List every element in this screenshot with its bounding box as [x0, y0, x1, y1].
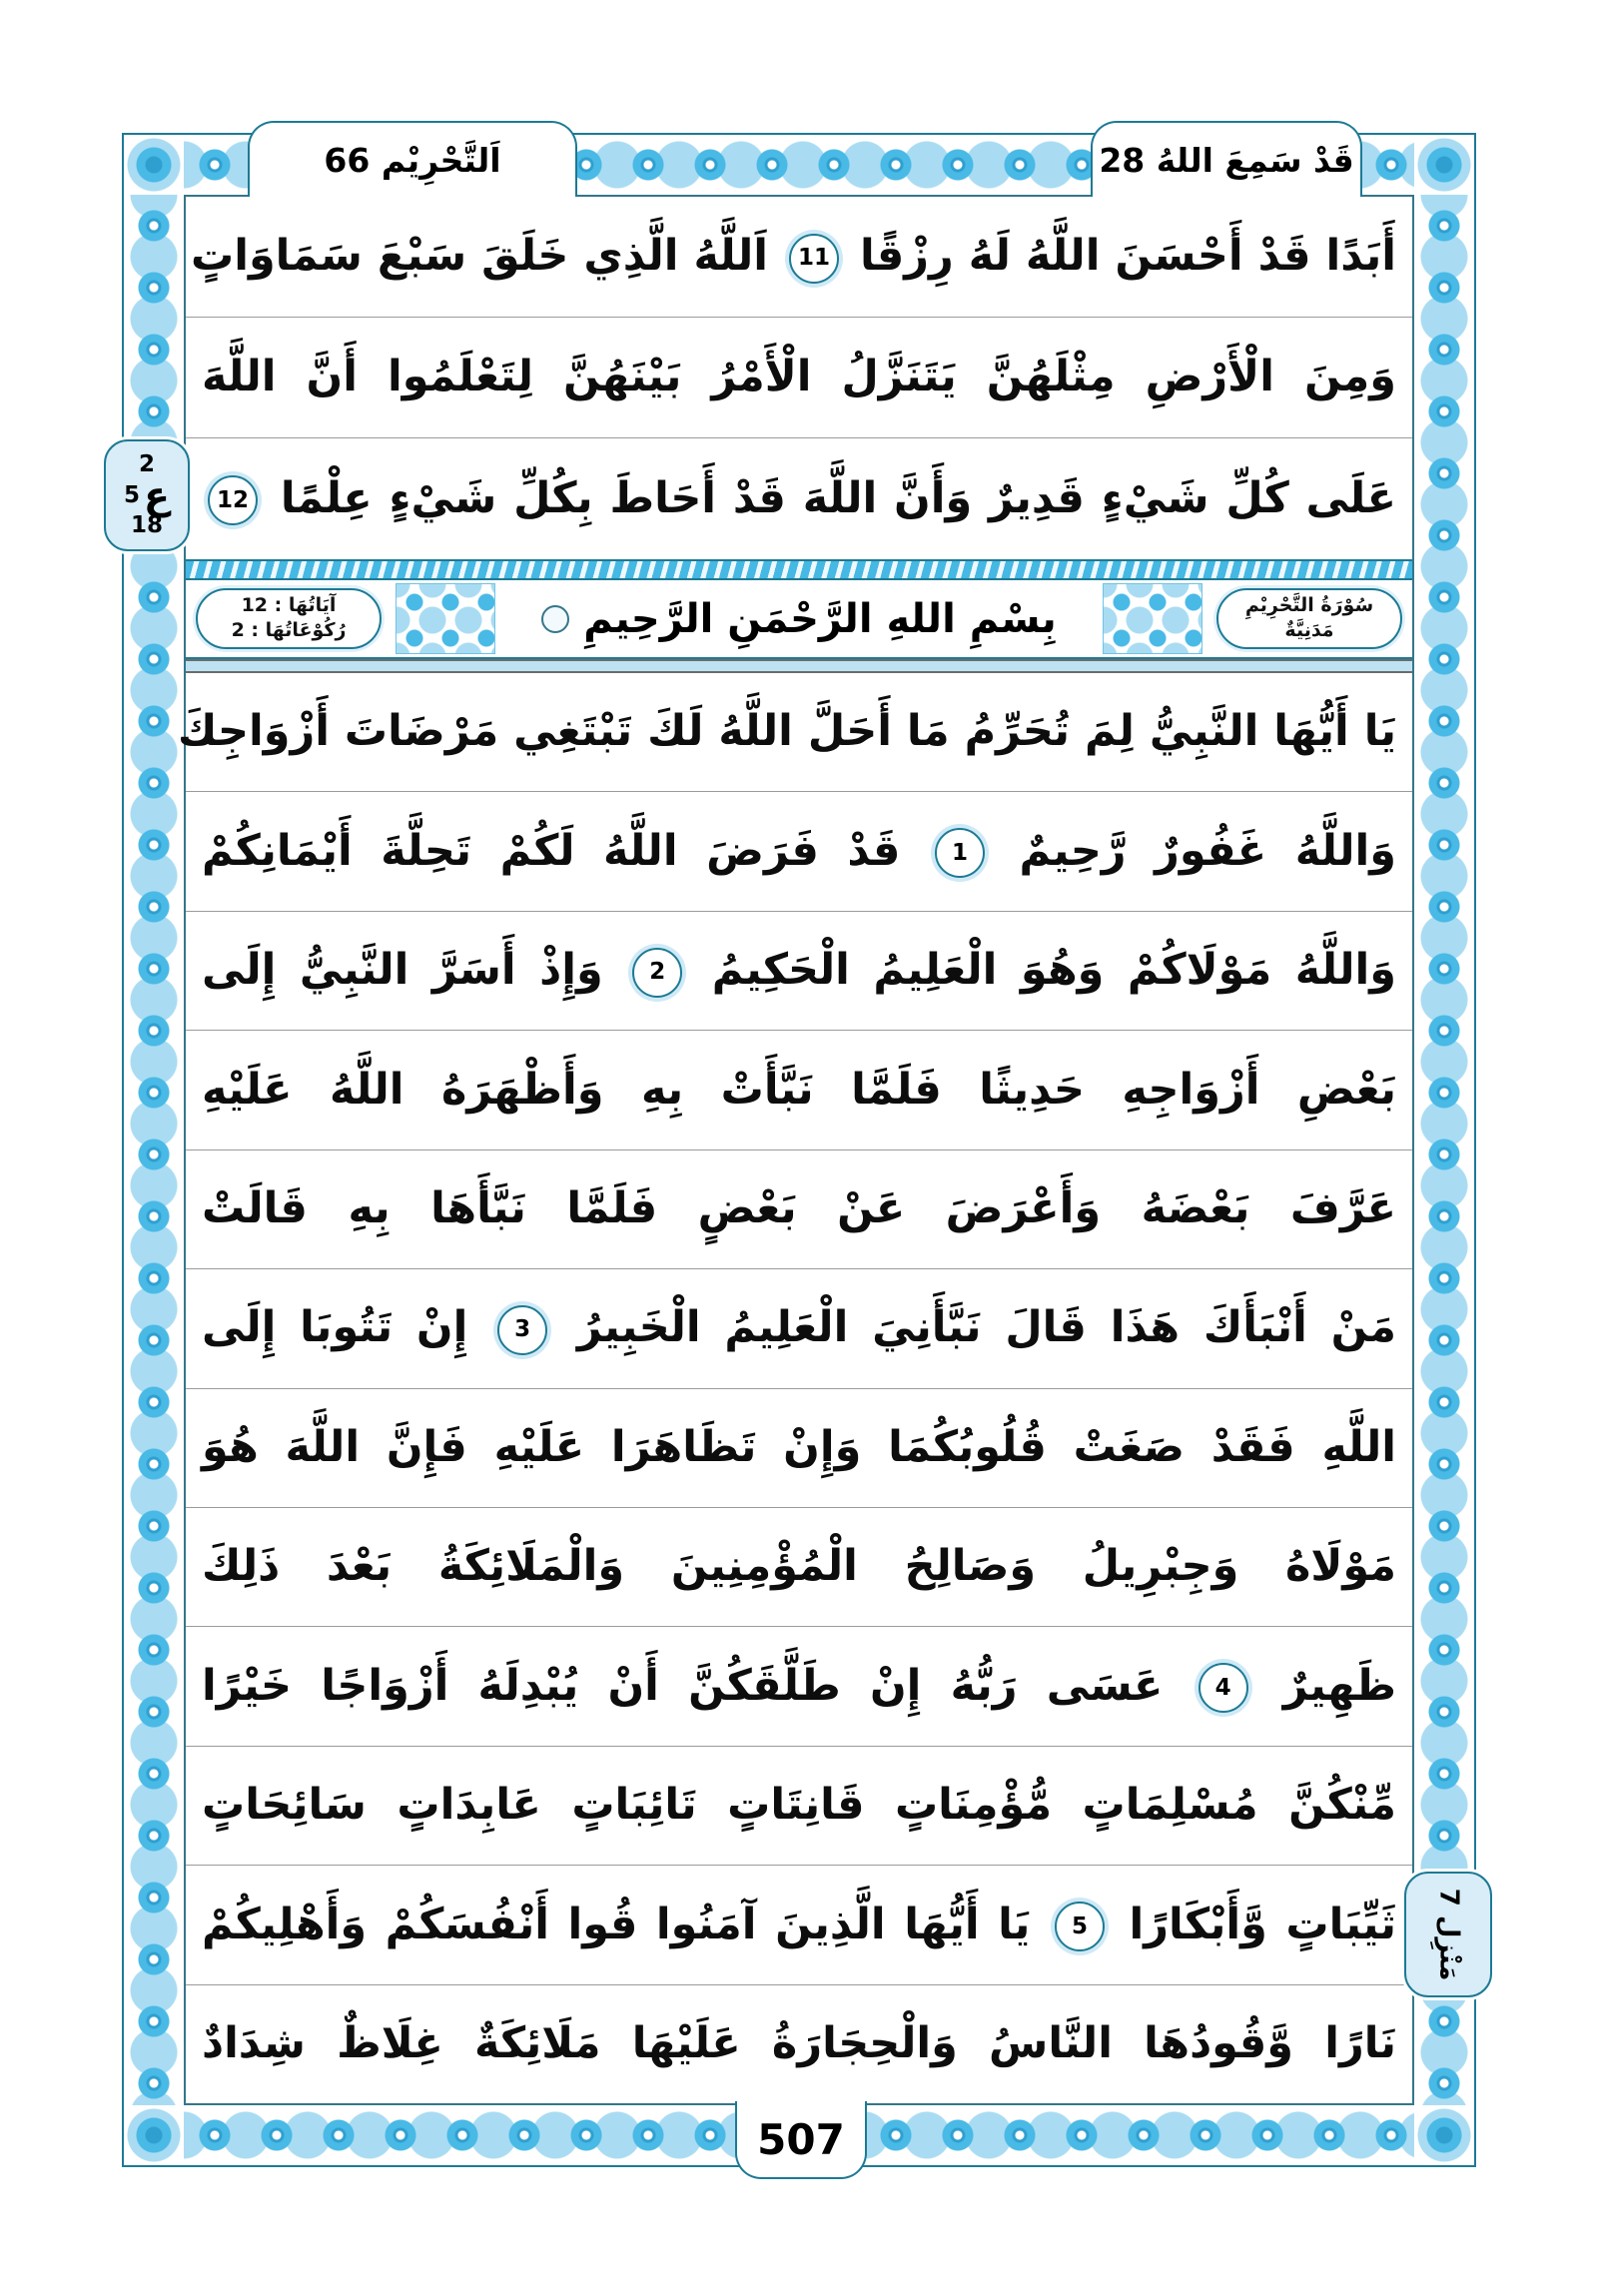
quran-line-text	[202, 351, 1396, 404]
quran-line	[186, 1031, 1412, 1149]
ayah-text-segment: عَلَى كُلِّ شَيْءٍ قَدِيرٌ وَأَنَّ اللَّهَ قَدْ أَحَاطَ بِكُلِّ شَيْءٍ عِلْمًا	[280, 472, 1396, 523]
quran-line-text	[202, 1660, 1396, 1714]
ayah-text-segment: قَدْ فَرَضَ اللَّهُ لَكُمْ تَحِلَّةَ أَيْمَانِكُمْ	[202, 825, 901, 876]
ayah-number-marker: 3	[497, 1305, 547, 1355]
page-number-tab	[735, 2101, 867, 2179]
quran-line-text	[202, 1064, 1396, 1118]
ruku-count-label: رُكُوْعَاتُهَا : 2	[231, 619, 347, 641]
quran-line	[186, 318, 1412, 438]
ayah-text-segment: مِّنْكُنَّ مُسْلِمَاتٍ مُّؤْمِنَاتٍ قَانِتَاتٍ تَائِبَاتٍ عَابِدَاتٍ سَائِحَاتٍ	[202, 1780, 1396, 1831]
quran-line-text	[202, 825, 1396, 879]
ayah-text-segment: اَللَّهُ الَّذِي خَلَقَ سَبْعَ سَمَاوَاتٍ	[191, 231, 768, 282]
quran-line	[186, 792, 1412, 911]
ayah-number-marker: 2	[632, 948, 682, 998]
quran-line	[186, 912, 1412, 1031]
quran-line	[177, 673, 1412, 792]
ayah-text-segment: يَا أَيُّهَا النَّبِيُّ لِمَ تُحَرِّمُ مَا أَحَلَّ اللَّهُ لَكَ تَبْتَغِي مَرْضَاتَ أَزْوَاجِكَ	[177, 706, 1396, 757]
quran-line	[186, 438, 1412, 559]
ruku-marker-tab	[104, 439, 190, 551]
ayah-text-segment: مَنْ أَنْبَأَكَ هَذَا قَالَ نَبَّأَنِيَ الْعَلِيمُ الْخَبِيرُ	[576, 1302, 1396, 1353]
band-bottom-rule	[186, 659, 1412, 673]
ayah-number-marker: 1	[935, 828, 985, 878]
verse-end-circle-icon	[541, 605, 569, 633]
ayah-text-segment: وَاللَّهُ غَفُورٌ رَّحِيمٌ	[1019, 825, 1396, 876]
border-corner-top-right	[1414, 135, 1474, 195]
ayah-text-segment: وَاللَّهُ مَوْلَاكُمْ وَهُوَ الْعَلِيمُ الْحَكِيمُ	[711, 945, 1396, 996]
ayah-text-segment: مَوْلَاهُ وَجِبْرِيلُ وَصَالِحُ الْمُؤْمِنِينَ وَالْمَلَائِكَةُ بَعْدَ ذَلِكَ	[202, 1541, 1396, 1592]
quran-line	[186, 1269, 1412, 1388]
bismillah	[499, 580, 1099, 657]
ayah-number-marker: 12	[208, 475, 258, 525]
quran-line-text	[202, 944, 1396, 998]
quran-line	[186, 197, 1412, 318]
manzil-marker-tab	[1404, 1872, 1492, 1997]
ayah-text-segment: بَعْضِ أَزْوَاجِهِ حَدِيثًا فَلَمَّا نَبَّأَتْ بِهِ وَأَظْهَرَهُ اللَّهُ عَلَيْهِ	[202, 1064, 1396, 1115]
quran-line-text	[202, 472, 1396, 526]
ruku-ain-glyph: ع	[144, 473, 170, 517]
ayah-text-segment: نَارًا وَّقُودُهَا النَّاسُ وَالْحِجَارَةُ عَلَيْهَا مَلَائِكَةٌ غِلَاظٌ شِدَادٌ	[202, 2017, 1396, 2068]
quran-line	[186, 1627, 1412, 1746]
ayah-text-segment: وَمِنَ الْأَرْضِ مِثْلَهُنَّ يَتَنَزَّلُ الْأَمْرُ بَيْنَهُنَّ لِتَعْلَمُوا أَنَّ اللَّهَ	[202, 352, 1396, 402]
ruku-number-mid: 5	[124, 481, 141, 508]
ayah-text-segment: ثَيِّبَاتٍ وَّأَبْكَارًا	[1129, 1899, 1396, 1949]
quran-line-text	[191, 230, 1396, 284]
quran-line-text	[202, 2017, 1396, 2071]
ruku-number-bottom: 18	[130, 512, 163, 538]
quran-line	[186, 1150, 1412, 1269]
band-floral-panel-left	[396, 583, 495, 654]
border-corner-top-left	[124, 135, 184, 195]
verse-count-label: آيَاتُهَا : 12	[241, 594, 337, 617]
lines-after-band	[177, 673, 1412, 2103]
ruku-number-top: 2	[138, 451, 155, 477]
ayah-text-segment: يَا أَيُّهَا الَّذِينَ آمَنُوا قُوا أَنْفُسَكُمْ وَأَهْلِيكُمْ	[202, 1899, 1031, 1949]
quran-line	[186, 1866, 1412, 1984]
page-number: 507	[757, 2114, 845, 2164]
band-floral-panel-right	[1103, 583, 1202, 654]
quran-line-text	[202, 1182, 1396, 1236]
ayah-text-segment: عَسَى رَبُّهُ إِنْ طَلَّقَكُنَّ أَنْ يُبْدِلَهُ أَزْوَاجًا خَيْرًا	[202, 1660, 1164, 1711]
ayah-text-segment: وَإِذْ أَسَرَّ النَّبِيُّ إِلَى	[202, 945, 603, 996]
surah-info-cartouche	[196, 588, 382, 649]
ayah-text-segment: عَرَّفَ بَعْضَهُ وَأَعْرَضَ عَنْ بَعْضٍ فَلَمَّا نَبَّأَهَا بِهِ قَالَتْ	[202, 1183, 1396, 1234]
quran-line	[186, 1747, 1412, 1866]
surah-header-tab	[248, 121, 577, 197]
ayah-text-segment: إِنْ تَتُوبَا إِلَى	[202, 1302, 468, 1353]
lines-before-band	[186, 197, 1412, 559]
border-corner-bottom-right	[1414, 2105, 1474, 2165]
surah-name-label: سُوْرَةُ التَّحْرِيْمِ	[1244, 594, 1374, 617]
quran-line	[186, 1508, 1412, 1627]
text-area	[177, 195, 1414, 2105]
quran-line-text	[202, 1540, 1396, 1594]
surah-name-cartouche	[1216, 588, 1402, 649]
surah-type-label: مَدَنِيَّةٌ	[1284, 619, 1334, 641]
juz-header-label: قَدْ سَمِعَ اللهُ 28	[1099, 140, 1354, 180]
ayah-text-segment: ظَهِيرٌ	[1282, 1660, 1396, 1711]
juz-header-tab	[1091, 121, 1362, 197]
border-corner-bottom-left	[124, 2105, 184, 2165]
ayah-text-segment: اللَّهِ فَقَدْ صَغَتْ قُلُوبُكُمَا وَإِنْ تَظَاهَرَا عَلَيْهِ فَإِنَّ اللَّهَ هُوَ	[202, 1421, 1396, 1472]
ayah-number-marker: 11	[789, 234, 839, 284]
ayah-number-marker: 5	[1055, 1902, 1105, 1951]
manzil-label: مَنْزِل 7	[1433, 1888, 1463, 1981]
quran-line-text	[202, 1301, 1396, 1355]
ayah-number-marker: 4	[1198, 1663, 1248, 1713]
quran-line-text	[202, 1899, 1396, 1952]
surah-header-label: اَلتَّحْرِيْم 66	[324, 140, 501, 180]
quran-line	[186, 1389, 1412, 1508]
decorative-border-frame	[122, 133, 1476, 2167]
quran-line	[186, 1985, 1412, 2103]
ayah-text-segment: أَبَدًا قَدْ أَحْسَنَ اللَّهُ لَهُ رِزْقًا	[859, 231, 1396, 282]
rope-divider	[186, 559, 1412, 580]
quran-line-text	[202, 1421, 1396, 1475]
border-right-floral-strip	[1412, 195, 1474, 2105]
quran-line-text	[202, 1779, 1396, 1833]
surah-title-band	[186, 580, 1412, 659]
bismillah-text: بِسْمِ اللهِ الرَّحْمَنِ الرَّحِيمِ	[583, 595, 1057, 642]
quran-line-text	[177, 705, 1396, 759]
